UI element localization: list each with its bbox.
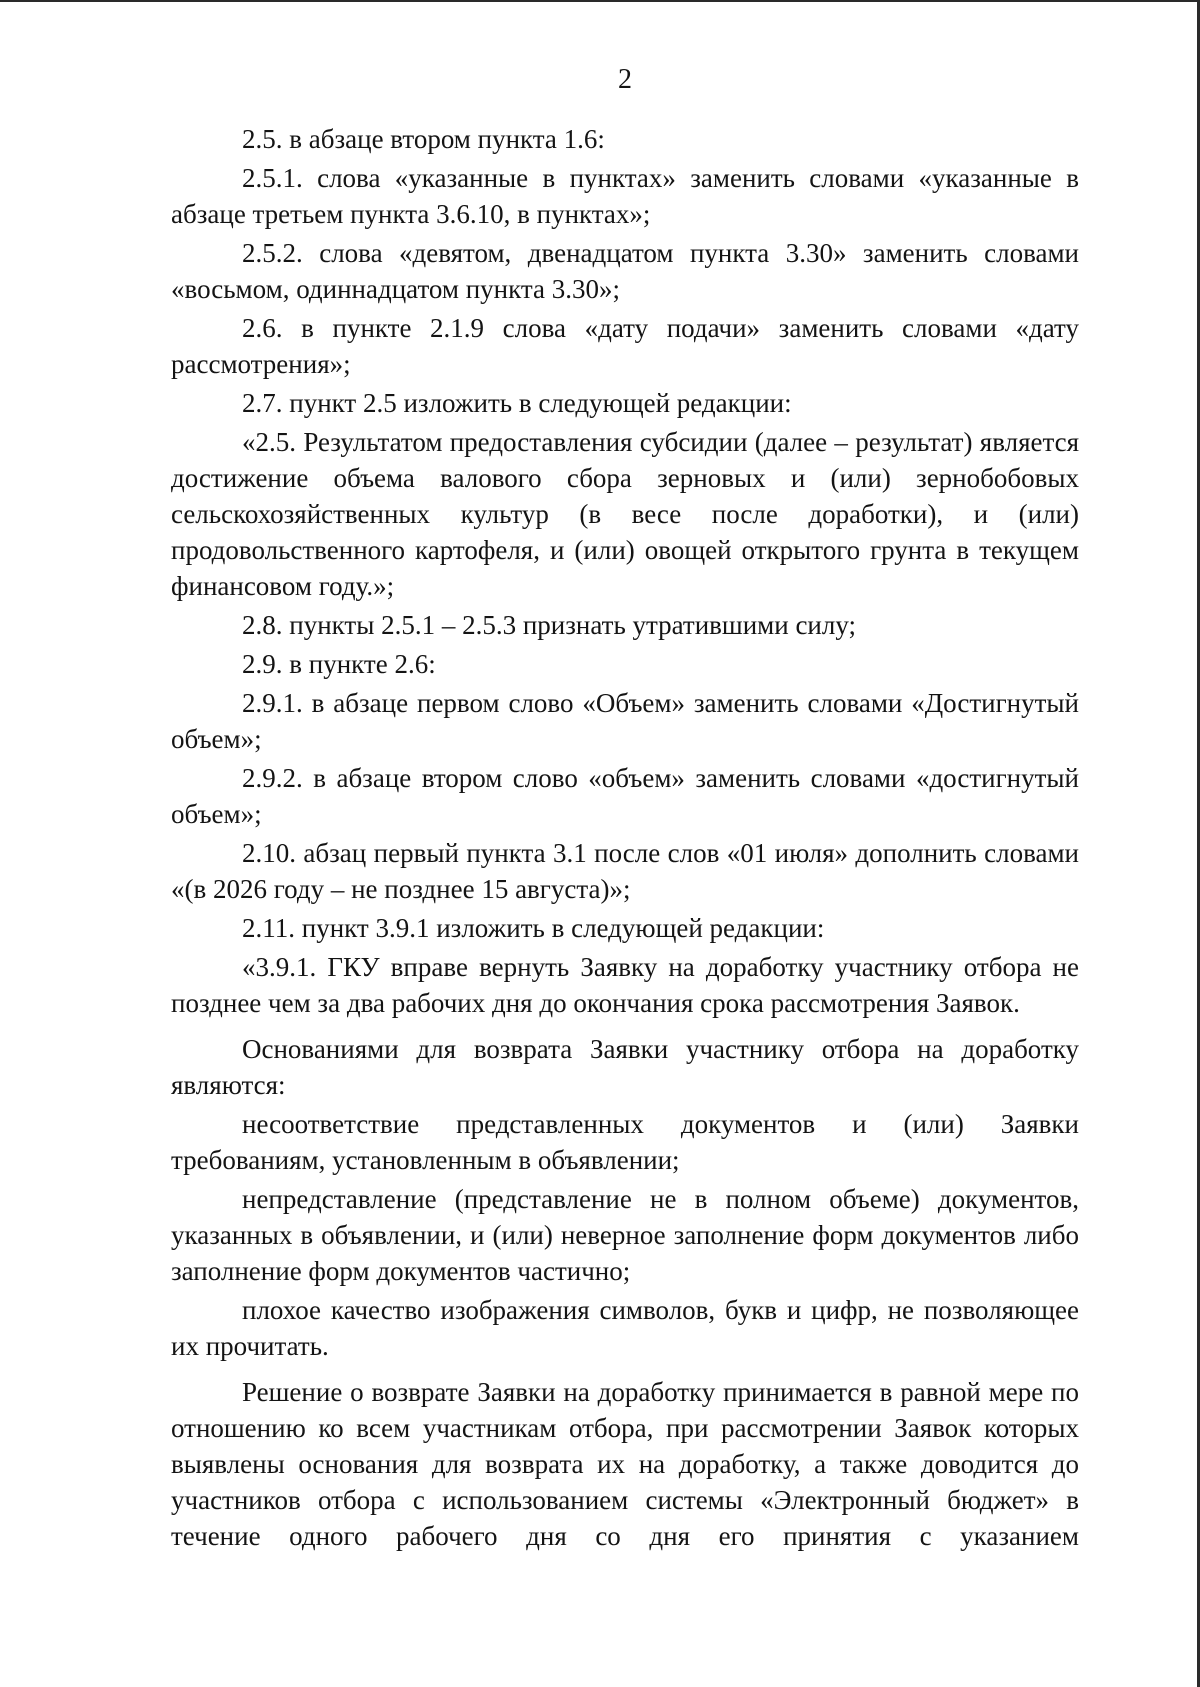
paragraph-2-9-2: 2.9.2. в абзаце втором слово «объем» заменить словами «достигнутый объем»; (171, 763, 1079, 829)
paragraph-return-grounds: Основаниями для возврата Заявки участнику отбора на доработку являются: (171, 1034, 1079, 1100)
document-body (171, 121, 1079, 1554)
paragraph-ground-poor-quality: плохое качество изображения символов, букв и цифр, не позволяющее их прочитать. (171, 1295, 1079, 1361)
paragraph-ground-noncompliance: несоответствие представленных документов и (или) Заявки требованиям, установленным в объявлении; (171, 1109, 1079, 1175)
page-number: 2 (618, 64, 632, 95)
paragraph-ground-missing-docs: непредставление (представление не в полном объеме) документов, указанных в объявлении, и (или) неверное заполнение форм документов либо заполнение форм документов частично; (171, 1184, 1079, 1286)
paragraph-2-10: 2.10. абзац первый пункта 3.1 после слов «01 июля» дополнить словами «(в 2026 году – не позднее 15 августа)»; (171, 838, 1079, 904)
scan-edge-top (0, 0, 1200, 2)
paragraph-2-5-1: 2.5.1. слова «указанные в пунктах» заменить словами «указанные в абзаце третьем пункта 3.6.10, в пунктах»; (171, 163, 1079, 229)
paragraph-2-8: 2.8. пункты 2.5.1 – 2.5.3 признать утратившими силу; (242, 610, 856, 640)
paragraph-2-9-1: 2.9.1. в абзаце первом слово «Объем» заменить словами «Достигнутый объем»; (171, 688, 1079, 754)
paragraph-2-5: 2.5. в абзаце втором пункта 1.6: (242, 124, 605, 154)
paragraph-2-7: 2.7. пункт 2.5 изложить в следующей редакции: (242, 388, 792, 418)
paragraph-2-6: 2.6. в пункте 2.1.9 слова «дату подачи» заменить словами «дату рассмотрения»; (171, 313, 1079, 379)
paragraph-return-decision: Решение о возврате Заявки на доработку принимается в равной мере по отношению ко всем участникам отбора, при рассмотрении Заявок которых выявлены основания для возврата их на доработку, а также доводится до участников отбора с использованием системы «Электронный бюджет» в течение одного рабочего дня со дня его принятия с указанием (171, 1377, 1079, 1551)
paragraph-2-9: 2.9. в пункте 2.6: (242, 649, 436, 679)
paragraph-2-5-2: 2.5.2. слова «девятом, двенадцатом пункта 3.30» заменить словами «восьмом, одиннадцатом пункта 3.30»; (171, 238, 1079, 304)
paragraph-3-9-1-quoted: «3.9.1. ГКУ вправе вернуть Заявку на доработку участнику отбора не позднее чем за два рабочих дня до окончания срока рассмотрения Заявок. (171, 952, 1079, 1018)
paragraph-2-11: 2.11. пункт 3.9.1 изложить в следующей редакции: (242, 913, 825, 943)
paragraph-2-5-quoted: «2.5. Результатом предоставления субсидии (далее – результат) является достижение объема валового сбора зерновых и (или) зернобобовых сельскохозяйственных культур (в весе после доработки), и (или) продовольственного картофеля, и (или) овощей открытого грунта в текущем финансовом году.»; (171, 427, 1079, 601)
